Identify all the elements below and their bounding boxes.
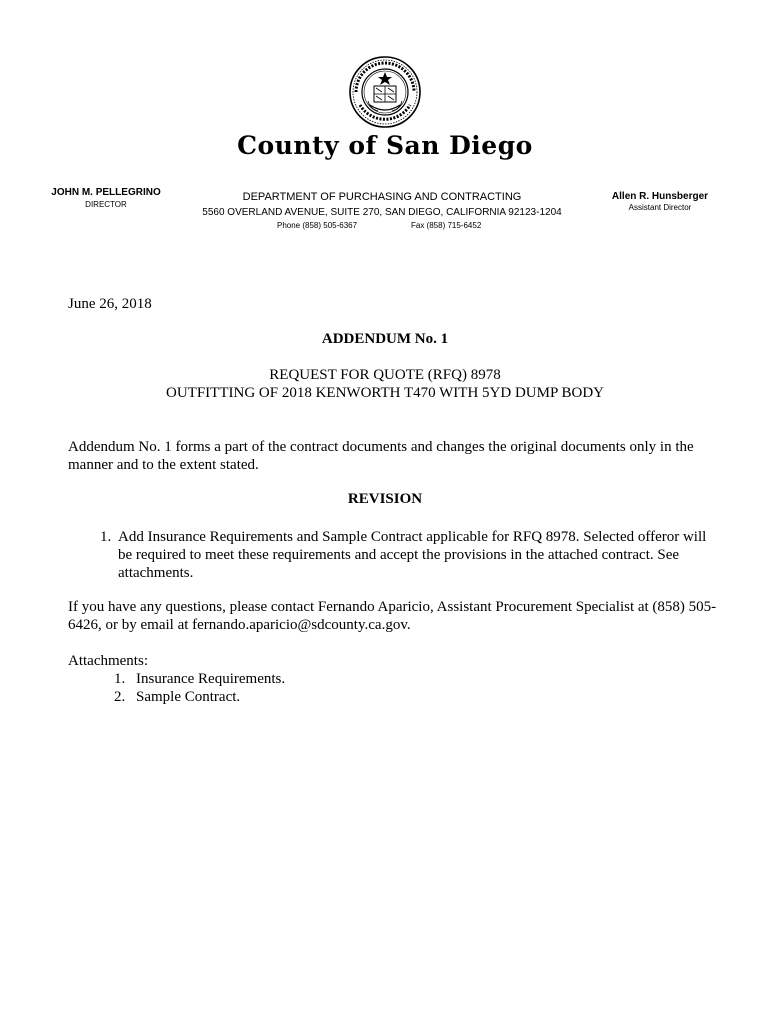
revision-item-text: Add Insurance Requirements and Sample Contract applicable for RFQ 8978. Selected offeror will be required to meet these requirements and accept the provisions in the attached contract. See attachments. (118, 529, 707, 581)
revision-item-number: 1. (100, 529, 112, 545)
intro-paragraph: Addendum No. 1 forms a part of the contract documents and changes the original documents only in the manner and to the extent stated. (68, 439, 694, 473)
assistant-director-title: Assistant Director (628, 203, 692, 212)
questions-paragraph: If you have any questions, please contact Fernando Aparicio, Assistant Procurement Specialist at (858) 505-6426, or by email at fernando.aparicio@sdcounty.ca.gov. (68, 599, 717, 633)
department-name: DEPARTMENT OF PURCHASING AND CONTRACTING (242, 191, 522, 203)
department-phone: Phone (858) 505-6367 (277, 221, 358, 230)
attachment-number: 1. (114, 671, 126, 687)
revision-heading: REVISION (347, 491, 423, 507)
letter-date: June 26, 2018 (68, 296, 152, 312)
department-address: 5560 OVERLAND AVENUE, SUITE 270, SAN DIEGO, CALIFORNIA 92123-1204 (202, 207, 562, 218)
county-name: County of San Diego (237, 131, 533, 160)
director-name: JOHN M. PELLEGRINO (51, 187, 161, 198)
attachment-number: 2. (114, 689, 126, 705)
assistant-director-name: Allen R. Hunsberger (611, 191, 709, 202)
rfq-title-line-2: OUTFITTING OF 2018 KENWORTH T470 WITH 5YD DUMP BODY (166, 385, 604, 401)
attachment-item: Sample Contract. (136, 689, 241, 705)
director-title: DIRECTOR (85, 200, 127, 209)
addendum-title: ADDENDUM No. 1 (321, 331, 449, 347)
attachment-item: Insurance Requirements. (136, 671, 286, 687)
department-fax: Fax (858) 715-6452 (411, 221, 482, 230)
attachments-label: Attachments: (68, 653, 148, 669)
rfq-title-line-1: REQUEST FOR QUOTE (RFQ) 8978 (269, 367, 501, 383)
county-seal-icon (348, 55, 422, 129)
